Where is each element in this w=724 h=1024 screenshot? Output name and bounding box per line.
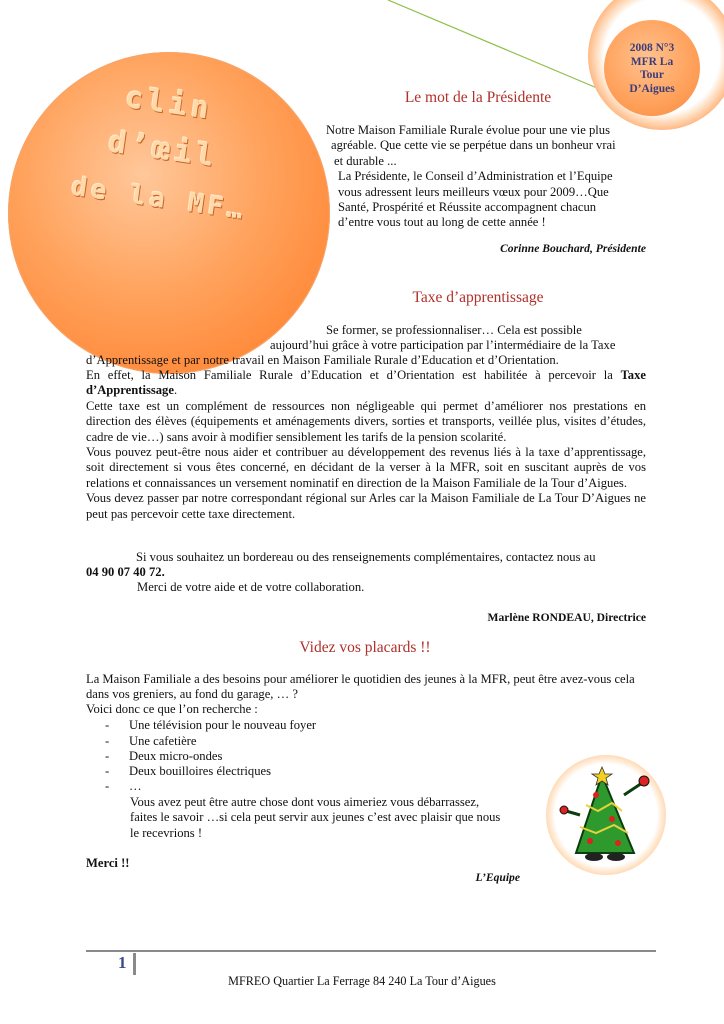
footer-divider [86, 950, 656, 952]
taxe-intro-line-2: aujourd’hui grâce à votre participation par l’intermédiaire de la Taxe [270, 338, 616, 352]
taxe-paragraph-2: Cette taxe est un complément de ressources non négligeable qui permet d’améliorer nos prestations en direction des élèves (équipements et aménagements divers, sorties et transports, veillée plus, visites d’études, cadre de vie…) sans avoir à modifier sensiblement les tarifs de la pension scolarité. [86, 398, 646, 444]
page-number: 1 [118, 953, 127, 972]
placards-merci: Merci !! [86, 856, 130, 870]
placards-title: Videz vos placards !! [299, 639, 431, 656]
taxe-thanks: Merci de votre aide et de votre collaboration. [137, 580, 365, 594]
taxe-intro-line-3: d’Apprentissage et par notre travail en Maison Familiale Rurale d’Education et d’Orientation. [86, 353, 559, 367]
president-text: Notre Maison Familiale Rurale évolue pour une vie plus agréable. Que cette vie se perpétue dans un bonheur vrai et durable ... La Présidente, le Conseil d’Administration et l’Equipe vous adressent leurs meilleurs vœux pour 2009…Que Santé, Prospérité et Réussite accompagnent chacun d’entre vous tout au long de cette année ! [326, 123, 616, 230]
footer-page-bar [133, 953, 136, 975]
banner-circle [8, 52, 330, 374]
banner-line-3: de la MF… [69, 171, 249, 227]
taxe-intro-line-1: Se former, se professionnaliser… Cela est possible [326, 323, 582, 337]
placards-lead: Voici donc ce que l’on recherche : [86, 702, 258, 716]
taxe-signature: Marlène RONDEAU, Directrice [487, 611, 646, 624]
taxe-phone: 04 90 07 40 72. [86, 565, 165, 579]
christmas-tree-icon [556, 765, 656, 865]
taxe-title: Taxe d’apprentissage [412, 289, 544, 306]
president-signature: Corinne Bouchard, Présidente [500, 242, 646, 255]
banner-line-1: clin [122, 80, 216, 127]
banner-line-2: d’œil [105, 124, 221, 175]
taxe-paragraph-3: Vous pouvez peut-être nous aider et contribuer au développement des revenus liés à la taxe d’apprentissage, soit directement si vous êtes concerné, en décidant de la verser à la MFR, soit en suscitant auprès de vos relations et connaissances un versement nominatif en direction de la Maison Familiale de la Tour d’Aigues. [86, 445, 646, 490]
taxe-paragraph-4: Vous devez passer par notre correspondant régional sur Arles car la Maison Familiale de La Tour D’Aigues ne peut pas percevoir cette taxe directement. [86, 491, 646, 521]
placards-note: Vous avez peut être autre chose dont vous aimeriez vous débarrassez, faites le savoir …si cela peut servir aux jeunes c’est avec plaisir que nous le recevrions ! [130, 795, 501, 840]
placards-intro: La Maison Familiale a des besoins pour améliorer le quotidien des jeunes à la MFR, peut être avez-vous cela dans vos greniers, au fond du garage, … ? [86, 672, 635, 702]
taxe-paragraph-1: En effet, la Maison Familiale Rurale d’Education et d’Orientation est habilitée à percevoir la Taxe d’Apprentissage. [86, 368, 646, 398]
taxe-contact: Si vous souhaitez un bordereau ou des renseignements complémentaires, contactez nous au [136, 550, 596, 564]
footer-address: MFREO Quartier La Ferrage 84 240 La Tour d’Aigues [228, 974, 496, 988]
issue-label: 2008 N°3 MFR La Tour D’Aigues [629, 42, 675, 95]
placards-signature: L’Equipe [475, 871, 520, 884]
president-title: Le mot de la Présidente [404, 89, 552, 106]
taxe-body [86, 368, 646, 522]
